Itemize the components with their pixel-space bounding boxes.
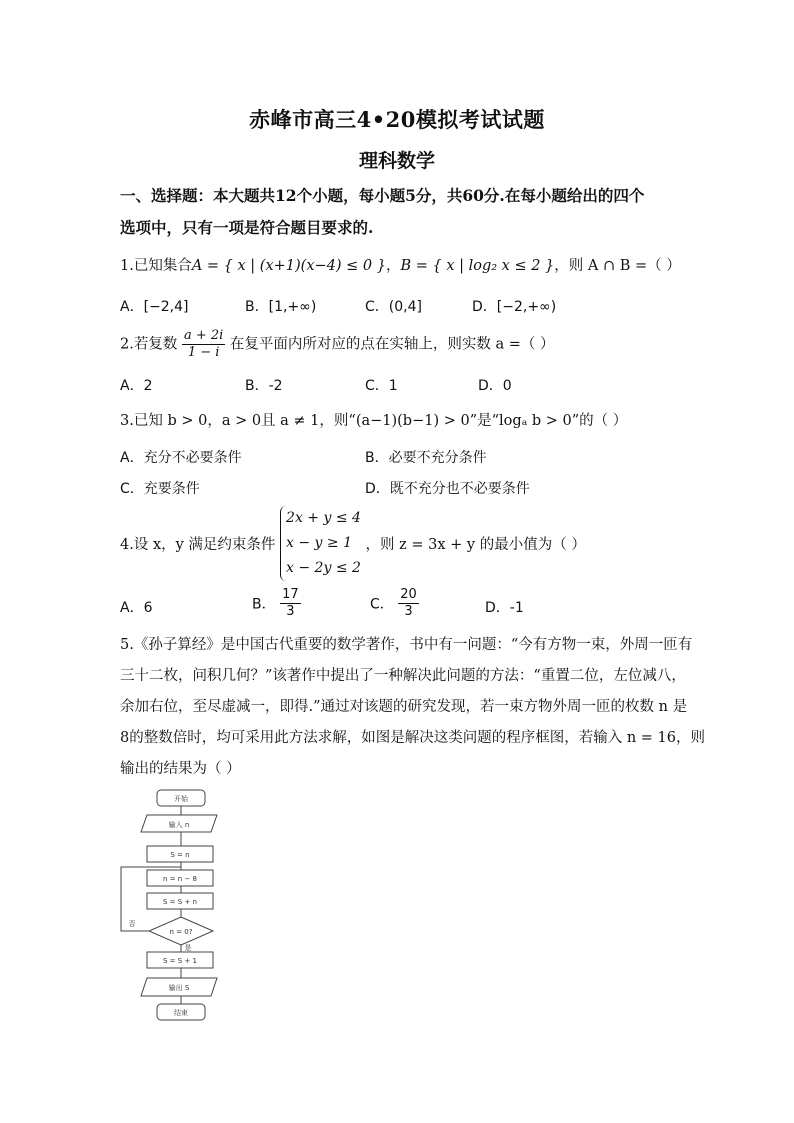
q2-option-b: B．-2 <box>245 378 283 394</box>
q4-constraint-2: x − y ≥ 1 <box>286 535 353 551</box>
q3-option-a: A．充分不必要条件 <box>120 450 242 466</box>
section-heading-line1: 一、选择题：本大题共12个小题，每小题5分，共60分.在每小题给出的四个 <box>120 186 645 205</box>
flowchart-start-label: 开始 <box>174 795 188 803</box>
q2-fraction-numerator: a + 2i <box>183 328 224 343</box>
q5-line-5: 输出的结果为（ ） <box>120 761 241 777</box>
q4-option-b-denominator: 3 <box>286 604 295 619</box>
flowchart-input-label: 输入 n <box>168 821 190 829</box>
q4-option-c-prefix: C． <box>370 596 394 613</box>
flowchart-yes-label: 是 <box>184 944 192 952</box>
exam-title: 赤峰市高三4•20模拟考试试题 <box>249 107 545 132</box>
q2-stem-b: 在复平面内所对应的点在实轴上，则实数 a =（ ） <box>229 336 555 353</box>
q1-set-b: B = { x | log₂ x ≤ 2 } <box>400 258 555 274</box>
q4-option-b-numerator: 17 <box>282 587 299 602</box>
q1-option-a: A．[−2,4] <box>120 299 189 315</box>
flowchart-step2-label: n = n − 8 <box>163 875 197 883</box>
q2-stem-a: 2.若复数 <box>120 336 178 353</box>
q3-option-c: C．充要条件 <box>120 481 200 497</box>
q5-line-2: 三十二枚，问积几何？”该著作中提出了一种解决此问题的方法：“重置二位，左位减八， <box>120 668 686 684</box>
flowchart-step4-label: S = S + 1 <box>163 957 197 965</box>
q5-line-4: 8的整数倍时，均可采用此方法求解，如图是解决这类问题的程序框图，若输入 n = 16，则 <box>120 730 705 746</box>
q5-line-1: 5.《孙子算经》是中国古代重要的数学著作，书中有一问题：“今有方物一束，外周一匝有 <box>120 637 693 653</box>
exam-subtitle: 理科数学 <box>358 150 435 172</box>
q4-constraint-system <box>280 506 361 581</box>
q4-stem-b: ，则 z = 3x + y 的最小值为（ ） <box>365 537 586 553</box>
q5-line-3: 余加右位，至尽虚减一，即得.”通过对该题的研究发现，若一束方物外周一匝的枚数 n 是 <box>120 699 688 715</box>
flowchart-decision-label: n = 0? <box>169 928 193 936</box>
q4-option-c <box>370 587 419 620</box>
q2-fraction-denominator: 1 − i <box>187 345 220 360</box>
q4-option-b-prefix: B． <box>252 596 276 613</box>
q4-option-c-numerator: 20 <box>400 587 417 602</box>
q1-option-d: D．[−2,+∞) <box>472 299 557 315</box>
q4-constraint-1: 2x + y ≤ 4 <box>286 510 361 526</box>
q2-fraction <box>182 328 225 361</box>
q4-option-b <box>252 587 301 620</box>
question-2-stem <box>120 328 555 361</box>
q1-stem-b: ，则 A ∩ B =（ ） <box>554 258 681 274</box>
question-4-stem <box>120 506 586 581</box>
q3-option-d: D．既不充分也不必要条件 <box>365 481 530 497</box>
q1-option-b: B．[1,+∞) <box>245 299 317 315</box>
program-flowchart <box>112 785 232 1033</box>
flowchart-no-label: 否 <box>128 920 136 928</box>
q3-option-b: B．必要不充分条件 <box>365 450 487 466</box>
flowchart-output-label: 输出 S <box>168 984 190 992</box>
q2-option-a: A．2 <box>120 378 153 394</box>
q4-option-d: D．-1 <box>485 600 524 616</box>
q2-option-d: D．0 <box>478 378 512 394</box>
flowchart-step3-label: S = S + n <box>163 898 197 906</box>
q2-option-c: C．1 <box>365 378 398 394</box>
q4-constraint-3: x − 2y ≤ 2 <box>286 560 361 576</box>
q1-option-c: C．(0,4] <box>365 299 422 315</box>
q4-option-c-fraction <box>398 587 419 620</box>
q1-sep: ， <box>385 258 401 274</box>
q1-set-a: A = { x | (x+1)(x−4) ≤ 0 } <box>191 258 386 274</box>
q4-option-c-denominator: 3 <box>404 604 413 619</box>
flowchart-end-label: 结束 <box>174 1009 188 1017</box>
q4-stem-a: 4.设 x，y 满足约束条件 <box>120 537 276 553</box>
flowchart-step1-label: S = n <box>170 851 190 859</box>
q4-option-b-fraction <box>280 587 301 620</box>
question-3-stem: 3.已知 b > 0，a > 0且 a ≠ 1，则“(a−1)(b−1) > 0”是“logₐ b > 0”的（ ） <box>120 413 628 429</box>
q1-stem-a: 1.已知集合 <box>120 258 192 274</box>
q4-option-a: A．6 <box>120 600 153 616</box>
question-1-stem <box>120 254 681 275</box>
section-heading-line2: 选项中，只有一项是符合题目要求的. <box>120 218 374 237</box>
